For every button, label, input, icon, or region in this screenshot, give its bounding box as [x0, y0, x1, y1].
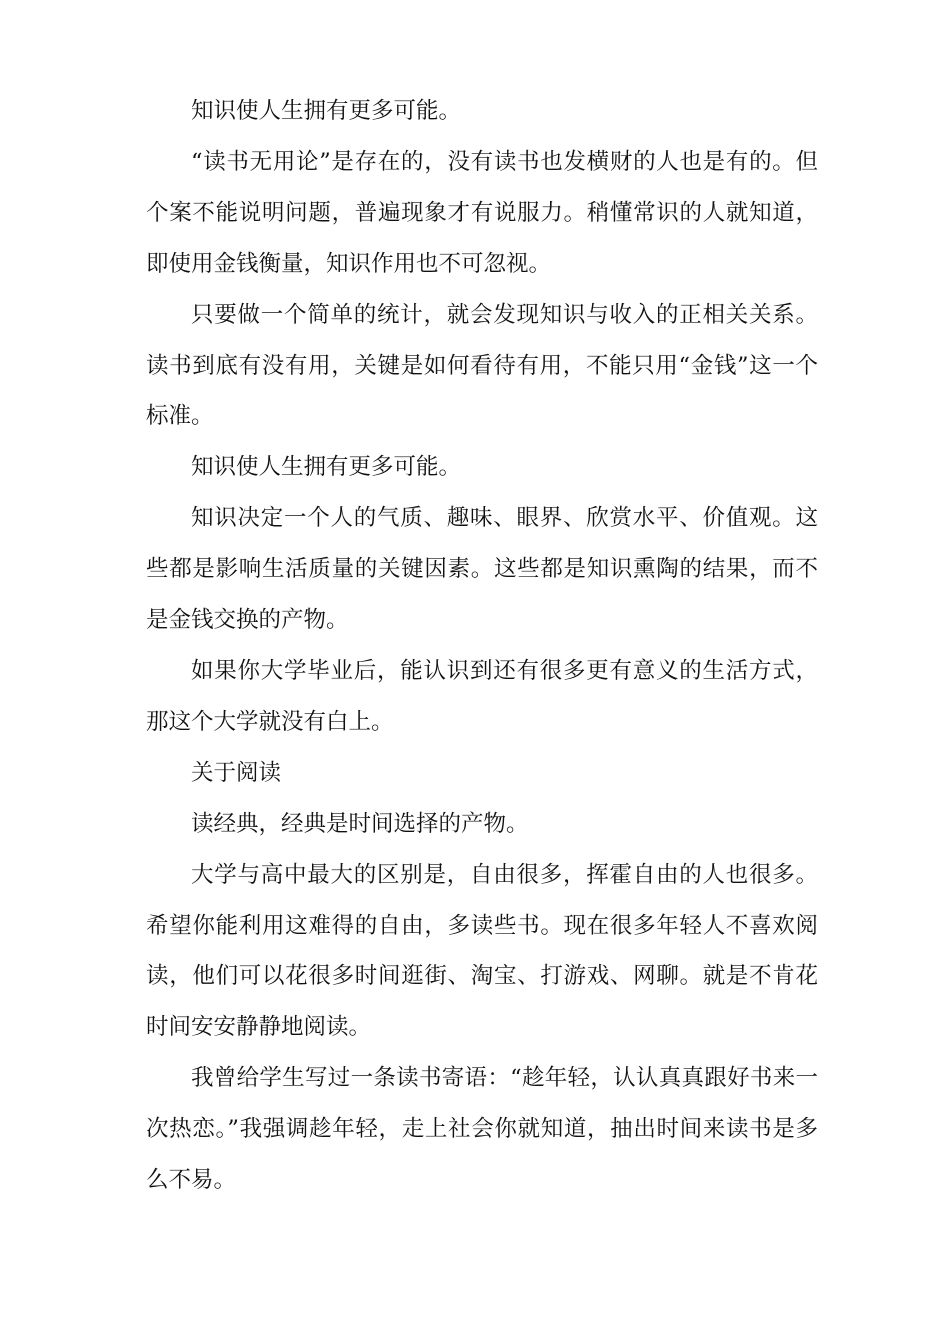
paragraph: “读书无用论”是存在的，没有读书也发横财的人也是有的。但个案不能说明问题，普遍现象才有说服力。稍懂常识的人就知道，即使用金钱衡量，知识作用也不可忽视。 [146, 148, 818, 277]
paragraph: 大学与高中最大的区别是，自由很多，挥霍自由的人也很多。希望你能利用这难得的自由，多读些书。现在很多年轻人不喜欢阅读，他们可以花很多时间逛街、淘宝、打游戏、网聊。就是不肯花时间安安静静地阅读。 [146, 861, 818, 1041]
paragraph: 知识使人生拥有更多可能。 [191, 454, 462, 481]
document-body [146, 86, 818, 1206]
paragraph: 知识决定一个人的气质、趣味、眼界、欣赏水平、价值观。这些都是影响生活质量的关键因素。这些都是知识熏陶的结果，而不是金钱交换的产物。 [146, 505, 818, 634]
paragraph: 只要做一个简单的统计，就会发现知识与收入的正相关关系。读书到底有没有用，关键是如何看待有用，不能只用“金钱”这一个标准。 [146, 301, 818, 430]
paragraph: 我曾给学生写过一条读书寄语：“趁年轻，认认真真跟好书来一次热恋。”我强调趁年轻，走上社会你就知道，抽出时间来读书是多么不易。 [146, 1065, 818, 1194]
paragraph: 如果你大学毕业后，能认识到还有很多更有意义的生活方式，那这个大学就没有白上。 [146, 657, 818, 735]
paragraph: 读经典，经典是时间选择的产物。 [191, 810, 529, 837]
section-heading: 关于阅读 [191, 759, 282, 786]
paragraph: 知识使人生拥有更多可能。 [191, 98, 462, 124]
